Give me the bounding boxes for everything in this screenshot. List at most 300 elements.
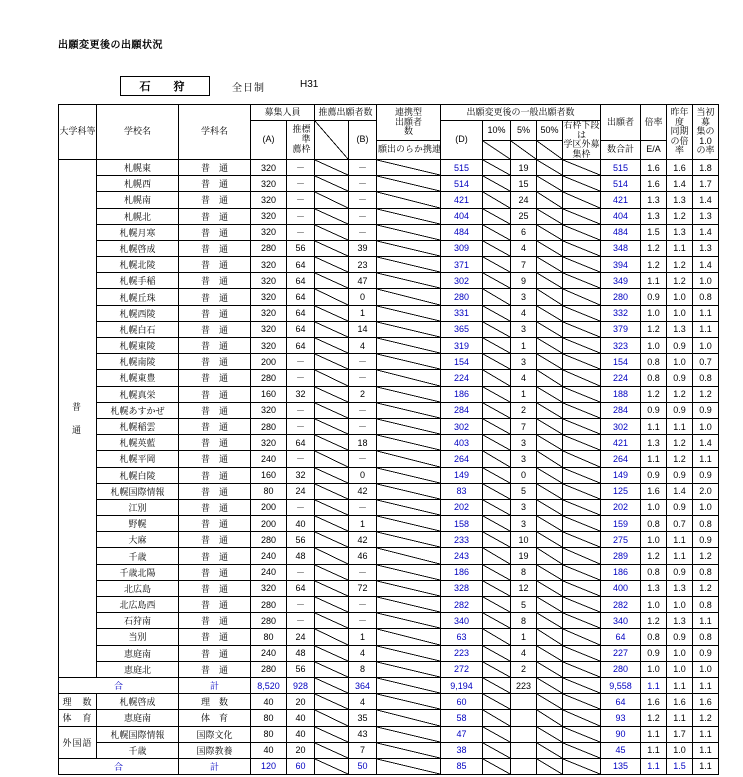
cell-other-diag [563, 613, 601, 629]
cell-renkei-diag [377, 435, 441, 451]
cell-p10-diag [483, 661, 511, 677]
cell-p10-diag [483, 192, 511, 208]
cell-school-name: 札幌稲雲 [97, 418, 179, 434]
table-row [59, 726, 719, 742]
cell-quota-sub: 32 [287, 386, 315, 402]
cell-p10-diag [483, 435, 511, 451]
cell-quota-sub: － [287, 176, 315, 192]
cell-p10-diag [483, 289, 511, 305]
cell-recommend: － [349, 597, 377, 613]
cell-p5: 2 [511, 661, 537, 677]
cell-quota: 280 [251, 418, 287, 434]
cell-total-rate: 1.1 [641, 758, 667, 774]
cell-renkei-diag [377, 564, 441, 580]
cell-other-diag [563, 499, 601, 515]
cell-last-year-rate: 1.6 [667, 159, 693, 175]
cell-other-diag [563, 240, 601, 256]
cell-renkei-diag [377, 548, 441, 564]
cell-other-diag [563, 629, 601, 645]
cell-initial-rate: 1.4 [693, 192, 719, 208]
cell-other-diag [563, 354, 601, 370]
cell-recommend-diag [315, 710, 349, 726]
cell-p5: 5 [511, 597, 537, 613]
table-row [59, 305, 719, 321]
cell-other-diag [563, 159, 601, 175]
cell-rate: 1.1 [641, 451, 667, 467]
cell-school-name: 千歳北陽 [97, 564, 179, 580]
cell-p5: 15 [511, 176, 537, 192]
cell-other-diag [563, 548, 601, 564]
cell-p10-diag [483, 305, 511, 321]
cell-other-diag [563, 386, 601, 402]
cell-rate: 1.1 [641, 418, 667, 434]
cell-last-year-rate: 1.0 [667, 742, 693, 758]
cell-p50-diag [537, 629, 563, 645]
cell-recommend-diag [315, 370, 349, 386]
cell-last-year-rate: 1.3 [667, 224, 693, 240]
cell-quota: 40 [251, 694, 287, 710]
cell-total-quota: 120 [251, 758, 287, 774]
cell-renkei-diag [377, 305, 441, 321]
cell-last-year-rate: 0.9 [667, 499, 693, 515]
cell-recommend: － [349, 354, 377, 370]
cell-quota: 200 [251, 516, 287, 532]
cell-dept-name: 理 数 [179, 694, 251, 710]
cell-sum: 394 [601, 257, 641, 273]
cell-p5: 25 [511, 208, 537, 224]
cell-rate: 1.2 [641, 710, 667, 726]
cell-last-year-rate: 0.9 [667, 629, 693, 645]
cell-p10-diag [483, 613, 511, 629]
cell-p10-diag [483, 208, 511, 224]
cell-last-year-rate: 1.4 [667, 483, 693, 499]
cell-initial-rate: 0.8 [693, 289, 719, 305]
table-row [59, 694, 719, 710]
cell-total-label2: 計 [179, 758, 251, 774]
cell-p50-diag [537, 305, 563, 321]
cell-total-recommend: 50 [349, 758, 377, 774]
table-row [59, 176, 719, 192]
th-univ: 大学科等 [59, 105, 97, 160]
cell-p10-diag [483, 532, 511, 548]
cell-p5 [511, 742, 537, 758]
cell-other-diag [563, 370, 601, 386]
group-label-cell: 体 育 [59, 710, 97, 726]
cell-p5: 3 [511, 435, 537, 451]
cell-general: 515 [441, 159, 483, 175]
table-row [59, 516, 719, 532]
cell-school-name: 札幌真栄 [97, 386, 179, 402]
cell-recommend: － [349, 224, 377, 240]
cell-general: 186 [441, 564, 483, 580]
cell-quota-sub: － [287, 370, 315, 386]
cell-rate: 1.2 [641, 386, 667, 402]
cell-p50-diag [537, 694, 563, 710]
group-label-cell: 外国語 [59, 726, 97, 758]
cell-p50-diag [537, 289, 563, 305]
cell-sum: 202 [601, 499, 641, 515]
cell-rate: 1.6 [641, 176, 667, 192]
cell-quota: 320 [251, 192, 287, 208]
table-row [59, 386, 719, 402]
cell-p5: 3 [511, 354, 537, 370]
cell-quota-sub: 40 [287, 516, 315, 532]
cell-recommend-diag [315, 613, 349, 629]
cell-p50-diag [537, 370, 563, 386]
cell-p50-diag [537, 354, 563, 370]
cell-last-year-rate: 0.9 [667, 402, 693, 418]
cell-p10-diag [483, 354, 511, 370]
cell-quota: 320 [251, 402, 287, 418]
cell-p10-diag [483, 483, 511, 499]
cell-general: 404 [441, 208, 483, 224]
cell-last-year-rate: 1.1 [667, 418, 693, 434]
cell-p5: 24 [511, 192, 537, 208]
cell-quota: 320 [251, 435, 287, 451]
cell-recommend: 46 [349, 548, 377, 564]
cell-quota: 40 [251, 742, 287, 758]
cell-p10-diag [483, 321, 511, 337]
cell-last-year-rate: 1.3 [667, 321, 693, 337]
cell-quota-sub: － [287, 564, 315, 580]
cell-initial-rate: 1.0 [693, 338, 719, 354]
cell-recommend: － [349, 370, 377, 386]
th-dept: 学科名 [179, 105, 251, 160]
cell-sum: 348 [601, 240, 641, 256]
cell-recommend-diag [315, 257, 349, 273]
cell-recommend-diag [315, 516, 349, 532]
table-row [59, 613, 719, 629]
cell-general: 224 [441, 370, 483, 386]
table-row [59, 208, 719, 224]
cell-school-name: 札幌丘珠 [97, 289, 179, 305]
cell-recommend-diag [315, 629, 349, 645]
cell-recommend: － [349, 402, 377, 418]
cell-school-name: 札幌国際情報 [97, 726, 179, 742]
cell-recommend: 4 [349, 338, 377, 354]
cell-school-name: 札幌北 [97, 208, 179, 224]
cell-recommend-diag [315, 580, 349, 596]
cell-p50-diag [537, 548, 563, 564]
cell-recommend: 1 [349, 305, 377, 321]
table-row [59, 418, 719, 434]
cell-recommend-diag [315, 321, 349, 337]
th-quota-a: (A) [251, 121, 287, 160]
cell-recommend: 18 [349, 435, 377, 451]
th-initial-rate: 当初募 集の1.0 の率 [693, 105, 719, 160]
cell-dept-name: 普 通 [179, 192, 251, 208]
cell-p50-diag [537, 321, 563, 337]
cell-rate: 1.3 [641, 580, 667, 596]
cell-quota-sub: 64 [287, 257, 315, 273]
cell-renkei-diag [377, 451, 441, 467]
cell-dept-name: 普 通 [179, 176, 251, 192]
cell-p10-diag [483, 516, 511, 532]
table-row [59, 532, 719, 548]
cell-p50-diag [537, 176, 563, 192]
cell-quota: 320 [251, 580, 287, 596]
cell-quota: 160 [251, 386, 287, 402]
cell-p50-diag [537, 224, 563, 240]
cell-initial-rate: 1.1 [693, 321, 719, 337]
cell-general: 243 [441, 548, 483, 564]
table-body [59, 159, 719, 774]
cell-general: 280 [441, 289, 483, 305]
cell-quota-sub: 48 [287, 645, 315, 661]
cell-p5: 19 [511, 548, 537, 564]
cell-sum: 323 [601, 338, 641, 354]
cell-p50-diag [537, 418, 563, 434]
cell-p10-diag [483, 548, 511, 564]
cell-dept-name: 普 通 [179, 208, 251, 224]
cell-initial-rate: 0.8 [693, 564, 719, 580]
cell-sum: 421 [601, 192, 641, 208]
cell-dept-name: 普 通 [179, 548, 251, 564]
cell-p5: 4 [511, 370, 537, 386]
cell-school-name: 札幌白陵 [97, 467, 179, 483]
cell-renkei-diag [377, 240, 441, 256]
cell-general: 233 [441, 532, 483, 548]
cell-sum: 404 [601, 208, 641, 224]
cell-school-name: 札幌南 [97, 192, 179, 208]
cell-rate: 0.9 [641, 645, 667, 661]
table-row [59, 354, 719, 370]
cell-recommend: － [349, 192, 377, 208]
cell-school-name: 野幌 [97, 516, 179, 532]
cell-total-p10-diag [483, 758, 511, 774]
cell-recommend-diag [315, 661, 349, 677]
cell-general: 302 [441, 273, 483, 289]
cell-rate: 0.9 [641, 402, 667, 418]
cell-school-name: 札幌平岡 [97, 451, 179, 467]
cell-p50-diag [537, 645, 563, 661]
cell-initial-rate: 0.8 [693, 516, 719, 532]
cell-other-diag [563, 451, 601, 467]
cell-recommend: － [349, 613, 377, 629]
cell-recommend: 23 [349, 257, 377, 273]
cell-quota-sub: 20 [287, 694, 315, 710]
table-row [59, 192, 719, 208]
cell-quota-sub: 24 [287, 629, 315, 645]
cell-quota: 280 [251, 532, 287, 548]
table-row [59, 289, 719, 305]
cell-sum: 280 [601, 289, 641, 305]
cell-p5: 3 [511, 289, 537, 305]
table-row [59, 467, 719, 483]
cell-quota-sub: 40 [287, 726, 315, 742]
cell-p50-diag [537, 208, 563, 224]
cell-sum: 400 [601, 580, 641, 596]
cell-last-year-rate: 1.7 [667, 726, 693, 742]
cell-last-year-rate: 0.9 [667, 564, 693, 580]
table-row [59, 564, 719, 580]
table-row [59, 645, 719, 661]
cell-rate: 1.0 [641, 499, 667, 515]
cell-total-label2: 計 [179, 677, 251, 693]
cell-p10-diag [483, 694, 511, 710]
cell-dept-name: 普 通 [179, 532, 251, 548]
cell-dept-name: 普 通 [179, 354, 251, 370]
cell-recommend-diag [315, 338, 349, 354]
cell-last-year-rate: 1.0 [667, 597, 693, 613]
table-row [59, 451, 719, 467]
cell-total-label: 合 [59, 758, 179, 774]
cell-p50-diag [537, 532, 563, 548]
cell-school-name: 大麻 [97, 532, 179, 548]
cell-quota: 280 [251, 240, 287, 256]
cell-total-renkei-diag [377, 758, 441, 774]
cell-rate: 1.0 [641, 532, 667, 548]
cell-school-name: 当別 [97, 629, 179, 645]
cell-p5: 6 [511, 224, 537, 240]
cell-sum: 379 [601, 321, 641, 337]
cell-recommend-diag [315, 564, 349, 580]
cell-general: 83 [441, 483, 483, 499]
cell-quota: 320 [251, 159, 287, 175]
cell-p5 [511, 710, 537, 726]
cell-recommend: 4 [349, 694, 377, 710]
cell-quota-sub: 20 [287, 742, 315, 758]
cell-sum: 64 [601, 694, 641, 710]
cell-general: 186 [441, 386, 483, 402]
cell-total-p5: 223 [511, 677, 537, 693]
cell-sum: 227 [601, 645, 641, 661]
cell-general: 38 [441, 742, 483, 758]
cell-quota-sub: 64 [287, 273, 315, 289]
th-p50-diag [537, 140, 563, 159]
cell-school-name: 恵庭南 [97, 710, 179, 726]
cell-quota-sub: 64 [287, 305, 315, 321]
cell-school-name: 札幌国際情報 [97, 483, 179, 499]
cell-dept-name: 体 育 [179, 710, 251, 726]
cell-initial-rate: 1.0 [693, 499, 719, 515]
cell-other-diag [563, 597, 601, 613]
cell-dept-name: 普 通 [179, 257, 251, 273]
cell-dept-name: 普 通 [179, 386, 251, 402]
cell-other-diag [563, 710, 601, 726]
cell-p50-diag [537, 597, 563, 613]
cell-recommend: 7 [349, 742, 377, 758]
cell-renkei-diag [377, 402, 441, 418]
cell-rate: 1.1 [641, 742, 667, 758]
cell-recommend-diag [315, 499, 349, 515]
cell-dept-name: 国際教養 [179, 742, 251, 758]
cell-recommend: 0 [349, 467, 377, 483]
cell-p5 [511, 726, 537, 742]
cell-general: 282 [441, 597, 483, 613]
cell-total-last-year-rate: 1.5 [667, 758, 693, 774]
cell-sum: 45 [601, 742, 641, 758]
cell-other-diag [563, 321, 601, 337]
table-row [59, 159, 719, 175]
cell-recommend-diag [315, 192, 349, 208]
cell-rate: 1.3 [641, 192, 667, 208]
cell-last-year-rate: 1.0 [667, 289, 693, 305]
cell-initial-rate: 1.6 [693, 694, 719, 710]
cell-school-name: 札幌啓成 [97, 240, 179, 256]
cell-p50-diag [537, 467, 563, 483]
cell-recommend-diag [315, 273, 349, 289]
cell-other-diag [563, 742, 601, 758]
cell-recommend: 1 [349, 629, 377, 645]
cell-total-rate: 1.1 [641, 677, 667, 693]
cell-last-year-rate: 1.2 [667, 208, 693, 224]
cell-p10-diag [483, 224, 511, 240]
table-row [59, 338, 719, 354]
cell-rate: 0.8 [641, 370, 667, 386]
cell-general: 272 [441, 661, 483, 677]
cell-total-p50-diag [537, 677, 563, 693]
cell-initial-rate: 1.3 [693, 240, 719, 256]
cell-total-quota-sub: 60 [287, 758, 315, 774]
cell-renkei-diag [377, 192, 441, 208]
cell-recommend-diag [315, 208, 349, 224]
cell-p50-diag [537, 499, 563, 515]
cell-quota-sub: 48 [287, 548, 315, 564]
cell-quota: 160 [251, 467, 287, 483]
table-row [59, 548, 719, 564]
cell-sum: 280 [601, 661, 641, 677]
cell-renkei-diag [377, 159, 441, 175]
cell-school-name: 札幌東豊 [97, 370, 179, 386]
cell-quota: 240 [251, 564, 287, 580]
cell-p50-diag [537, 402, 563, 418]
cell-rate: 1.6 [641, 483, 667, 499]
cell-initial-rate: 2.0 [693, 483, 719, 499]
cell-p5: 3 [511, 321, 537, 337]
cell-quota: 320 [251, 338, 287, 354]
cell-p5: 4 [511, 240, 537, 256]
cell-recommend: 1 [349, 516, 377, 532]
cell-rate: 1.5 [641, 224, 667, 240]
cell-recommend: 0 [349, 289, 377, 305]
cell-p5: 19 [511, 159, 537, 175]
cell-p10-diag [483, 370, 511, 386]
cell-last-year-rate: 1.3 [667, 580, 693, 596]
cell-other-diag [563, 224, 601, 240]
table-header-row-1 [59, 105, 719, 121]
cell-quota-sub: 64 [287, 321, 315, 337]
cell-dept-name: 普 通 [179, 467, 251, 483]
cell-recommend-diag [315, 386, 349, 402]
cell-general: 328 [441, 580, 483, 596]
cell-renkei-diag [377, 613, 441, 629]
cell-sum: 421 [601, 435, 641, 451]
cell-general: 309 [441, 240, 483, 256]
cell-p10-diag [483, 402, 511, 418]
cell-initial-rate: 1.4 [693, 257, 719, 273]
cell-quota: 280 [251, 597, 287, 613]
cell-school-name: 札幌西陵 [97, 305, 179, 321]
cell-rate: 1.3 [641, 435, 667, 451]
cell-p5: 8 [511, 613, 537, 629]
cell-recommend-diag [315, 305, 349, 321]
cell-general: 202 [441, 499, 483, 515]
cell-rate: 0.8 [641, 354, 667, 370]
cell-last-year-rate: 1.2 [667, 435, 693, 451]
th-last-year-rate: 昨年度 同期の倍率 [667, 105, 693, 160]
cell-dept-name: 普 通 [179, 597, 251, 613]
cell-general: 403 [441, 435, 483, 451]
cell-renkei-diag [377, 418, 441, 434]
cell-quota: 280 [251, 613, 287, 629]
cell-quota: 320 [251, 208, 287, 224]
cell-p10-diag [483, 418, 511, 434]
cell-school-name: 石狩南 [97, 613, 179, 629]
cell-initial-rate: 1.2 [693, 548, 719, 564]
cell-rate: 1.2 [641, 240, 667, 256]
cell-rate: 1.0 [641, 338, 667, 354]
